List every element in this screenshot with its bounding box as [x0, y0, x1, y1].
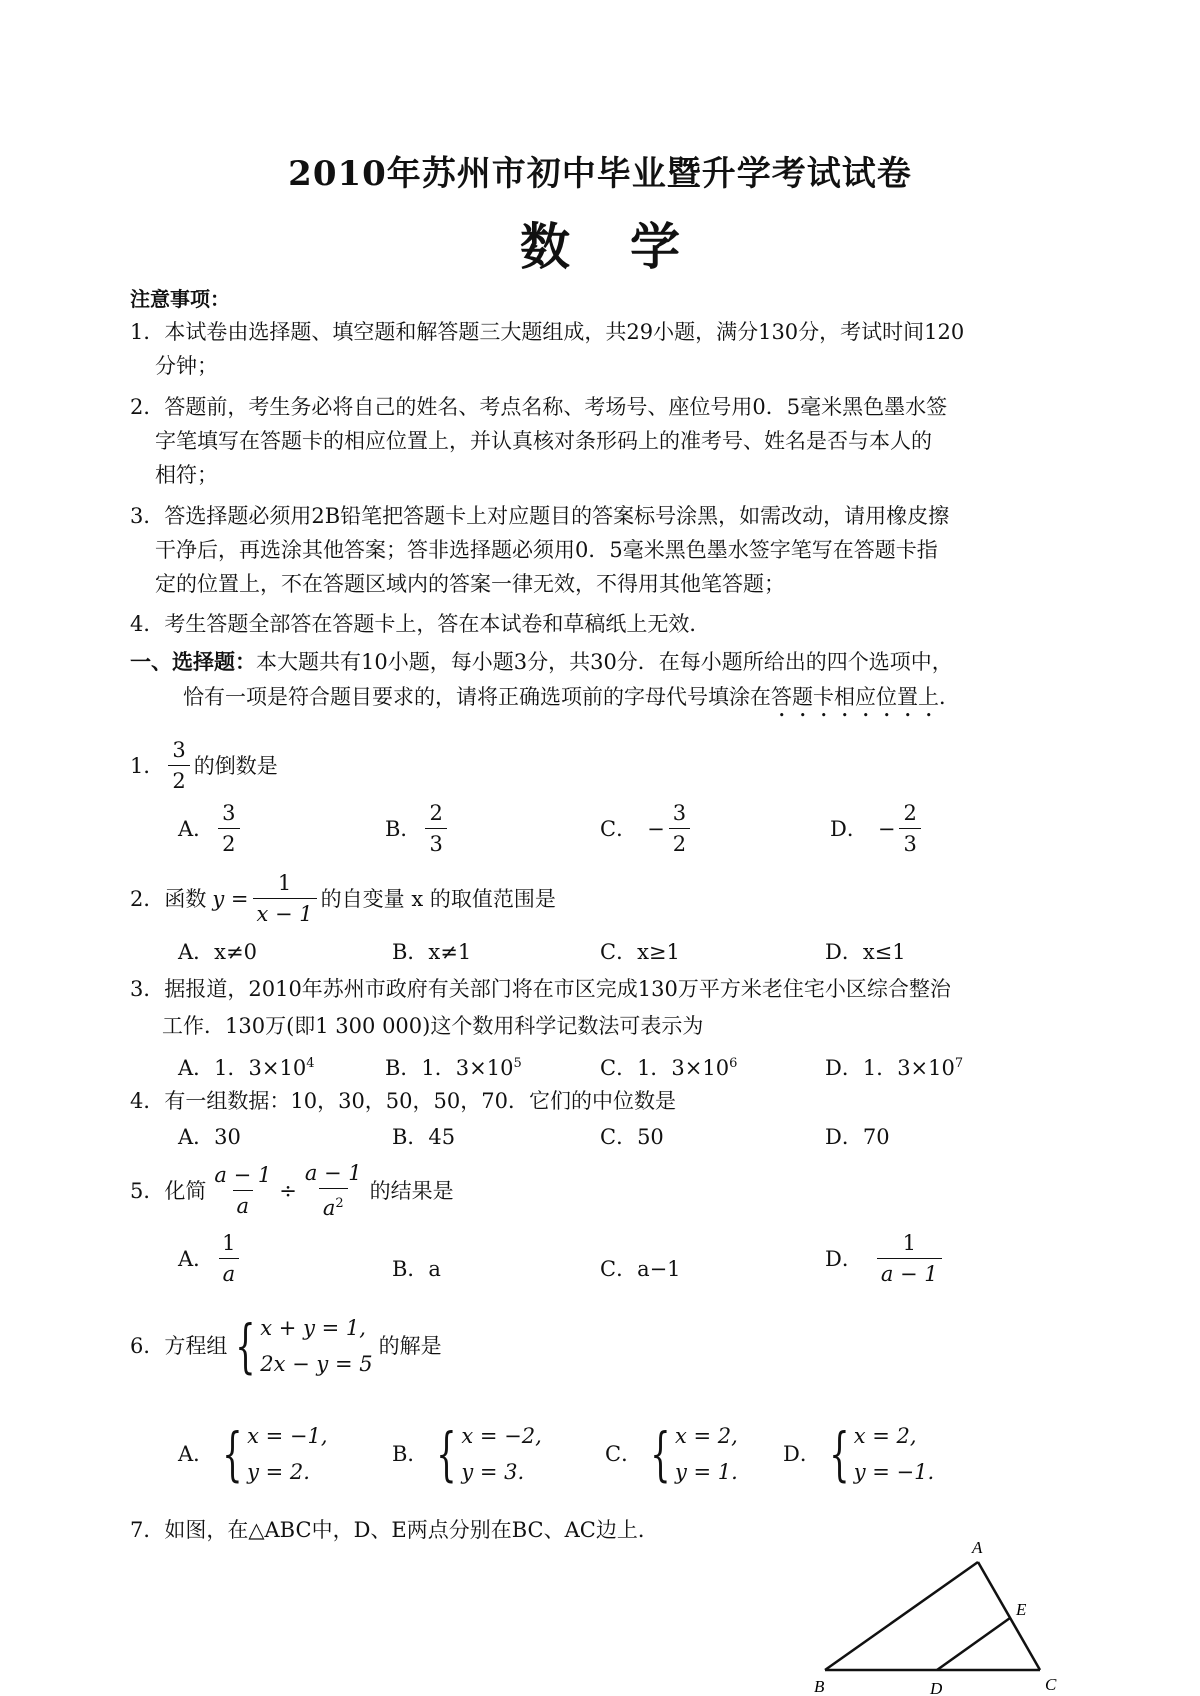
q1-d-fraction	[899, 798, 920, 859]
q1-c-fraction	[669, 798, 690, 859]
q6-b-y: y = 3.	[461, 1460, 525, 1484]
q5-d-den: a − 1	[877, 1258, 942, 1289]
notes-heading: 注意事项：	[130, 287, 230, 311]
q6-eq1: x + y = 1,	[260, 1316, 366, 1340]
exam-title: 2010年苏州市初中毕业暨升学考试试卷	[288, 154, 912, 194]
q6-option-a[interactable]	[178, 1418, 328, 1490]
q3-c-exp: 6	[729, 1056, 738, 1071]
q3-a-exp: 4	[306, 1056, 315, 1071]
section-1-end: ．	[939, 685, 960, 709]
q6-d-brace: {	[829, 1420, 850, 1488]
question-6	[130, 1310, 442, 1382]
q3-c-base: C．1．3×10	[600, 1056, 730, 1080]
q4-option-b[interactable]: B．45	[392, 1125, 456, 1149]
q1-option-c[interactable]	[600, 798, 694, 859]
q1-frac-den: 2	[168, 765, 189, 796]
label-a: A	[972, 1538, 983, 1557]
note-2-line3: 相符；	[155, 463, 218, 487]
q1-option-d[interactable]	[830, 798, 925, 859]
q3-line1: 3．据报道，2010年苏州市政府有关部门将在市区完成130万平方米老住宅小区综合整治	[130, 977, 951, 1001]
q1-d-den: 3	[899, 828, 920, 859]
q5-a-label: A．	[178, 1246, 215, 1271]
side-ac	[978, 1562, 1040, 1670]
q5-f1-num: a − 1	[214, 1163, 272, 1187]
q1-a-den: 2	[218, 828, 239, 859]
q2-text: 的自变量 x 的取值范围是	[320, 886, 556, 911]
q1-b-num: 2	[429, 801, 443, 825]
q6-option-b[interactable]	[392, 1418, 542, 1490]
q5-a-fraction	[218, 1228, 239, 1289]
q5-option-d[interactable]	[825, 1228, 946, 1289]
section-1-emphasis: 答题卡相应位置上	[771, 685, 939, 709]
q1-text: 的倒数是	[193, 753, 278, 778]
q6-b-lines	[461, 1418, 541, 1490]
q1-option-b[interactable]	[385, 798, 451, 859]
section-1-text2: 恰有一项是符合题目要求的，请将正确选项前的字母代号填涂在	[183, 685, 771, 709]
q3-option-d[interactable]	[825, 1050, 963, 1082]
q6-b-x: x = −2,	[461, 1424, 542, 1448]
note-3-line3: 定的位置上，不在答题区域内的答案一律无效，不得用其他笔答题；	[155, 572, 785, 596]
q6-d-x: x = 2,	[853, 1424, 917, 1448]
q2-fraction	[253, 868, 317, 929]
q2-option-a[interactable]: A．x≠0	[178, 940, 257, 964]
q6-c-system	[642, 1418, 738, 1490]
q2-frac-den: x − 1	[253, 898, 317, 929]
label-b: B	[814, 1677, 825, 1695]
segment-de	[937, 1618, 1010, 1670]
q6-option-c[interactable]	[605, 1418, 738, 1490]
q3-option-c[interactable]	[600, 1050, 737, 1082]
q5-f2-den-exp: 2	[335, 1196, 344, 1211]
section-1-line2	[183, 683, 960, 722]
q3-b-exp: 5	[513, 1056, 522, 1071]
q6-system	[227, 1310, 372, 1382]
q6-b-label: B．	[392, 1442, 429, 1466]
q5-a-den: a	[219, 1258, 240, 1289]
q6-text: 的解是	[378, 1334, 442, 1358]
q6-d-lines	[854, 1418, 934, 1490]
q6-brace: {	[235, 1312, 256, 1380]
side-ab	[825, 1562, 978, 1670]
q5-d-fraction	[877, 1228, 942, 1289]
q1-number: 1．	[130, 753, 165, 778]
section-1-text1: 本大题共有10小题，每小题3分，共30分．在每小题所给出的四个选项中，	[256, 650, 953, 674]
subject-title: 数学	[520, 217, 740, 276]
question-4: 4．有一组数据：10，30，50，50，70．它们的中位数是	[130, 1089, 676, 1113]
q1-frac-num: 3	[172, 738, 186, 762]
q3-a-base: A．1．3×10	[178, 1056, 307, 1080]
q5-fraction-2	[301, 1158, 366, 1223]
q1-b-fraction	[425, 798, 446, 859]
q6-c-y: y = 1.	[674, 1460, 738, 1484]
q1-a-num: 3	[222, 801, 236, 825]
q6-a-label: A．	[178, 1442, 215, 1466]
q1-d-num: 2	[903, 801, 917, 825]
q5-a-num: 1	[222, 1231, 236, 1255]
q2-option-b[interactable]: B．x≠1	[392, 940, 472, 964]
question-5	[130, 1158, 454, 1223]
q6-c-lines	[675, 1418, 738, 1490]
q1-fraction	[168, 735, 189, 796]
q2-number: 2．函数	[130, 886, 207, 911]
question-7: 7．如图，在△ABC中，D、E两点分别在BC、AC边上．	[130, 1518, 659, 1542]
q1-b-den: 3	[425, 828, 446, 859]
q6-d-system	[821, 1418, 934, 1490]
q5-text: 的结果是	[369, 1178, 454, 1203]
q1-option-a[interactable]	[178, 798, 244, 859]
q6-a-x: x = −1,	[247, 1424, 328, 1448]
q3-d-base: D．1．3×10	[825, 1056, 955, 1080]
q2-option-c[interactable]: C．x≥1	[600, 940, 680, 964]
q6-b-brace: {	[436, 1420, 458, 1488]
q6-c-x: x = 2,	[674, 1424, 738, 1448]
q6-option-d[interactable]	[783, 1418, 934, 1490]
question-1	[130, 735, 278, 796]
q2-option-d[interactable]: D．x≤1	[825, 940, 906, 964]
q5-number: 5．化简	[130, 1178, 207, 1203]
q1-a-label: A．	[178, 816, 215, 841]
q1-c-sign: −	[647, 816, 665, 841]
section-1-line1	[130, 648, 953, 676]
triangle-figure	[790, 1535, 1070, 1695]
q4-option-d[interactable]: D．70	[825, 1125, 890, 1149]
q5-f2-den-base: a	[322, 1196, 336, 1220]
q3-line2: 工作．130万(即1 300 000)这个数用科学记数法可表示为	[162, 1014, 704, 1038]
q5-d-label: D．	[825, 1246, 863, 1271]
q5-option-c[interactable]: C．a−1	[600, 1257, 681, 1281]
section-1-prefix: 一、选择题：	[130, 649, 256, 674]
q6-a-lines	[247, 1418, 327, 1490]
q3-option-b[interactable]	[385, 1050, 522, 1082]
q3-b-base: B．1．3×10	[385, 1056, 514, 1080]
label-d: D	[930, 1679, 943, 1695]
q6-c-label: C．	[605, 1442, 643, 1466]
q6-b-system	[428, 1418, 541, 1490]
q6-a-brace: {	[222, 1420, 243, 1488]
q2-y: y =	[212, 886, 249, 911]
q1-c-label: C．	[600, 816, 638, 841]
q1-d-sign: −	[877, 816, 896, 841]
q6-c-brace: {	[650, 1420, 671, 1488]
note-2-line2: 字笔填写在答题卡的相应位置上，并认真核对条形码上的准考号、姓名是否与本人的	[155, 429, 932, 453]
note-4-line1: 4．考生答题全部答在答题卡上，答在本试卷和草稿纸上无效．	[130, 612, 711, 636]
q6-a-system	[214, 1418, 327, 1490]
q3-d-exp: 7	[954, 1056, 964, 1071]
note-2-line1: 2．答题前，考生务必将自己的姓名、考点名称、考场号、座位号用0．5毫米黑色墨水签	[130, 395, 948, 419]
q3-option-a[interactable]	[178, 1050, 315, 1082]
q2-frac-num: 1	[277, 871, 292, 895]
q5-fraction-1	[210, 1160, 275, 1221]
q1-c-num: 3	[672, 801, 687, 825]
q5-d-num: 1	[902, 1231, 916, 1255]
q1-c-den: 2	[669, 828, 690, 859]
q1-d-label: D．	[830, 816, 868, 841]
q5-divide: ÷	[279, 1178, 297, 1203]
note-1-line2: 分钟；	[155, 354, 218, 378]
q6-number: 6．方程组	[130, 1334, 228, 1358]
q5-option-b[interactable]: B．a	[392, 1257, 441, 1281]
q5-f2-num: a − 1	[304, 1161, 362, 1185]
q4-option-c[interactable]: C．50	[600, 1125, 664, 1149]
q6-eq2: 2x − y = 5	[260, 1352, 373, 1376]
q6-d-y: y = −1.	[853, 1460, 935, 1484]
q6-system-lines	[260, 1310, 372, 1382]
q1-a-fraction	[218, 798, 239, 859]
q5-f1-den: a	[233, 1190, 254, 1221]
label-e: E	[1016, 1600, 1027, 1619]
note-3-line2: 干净后，再选涂其他答案；答非选择题必须用0．5毫米黑色墨水签字笔写在答题卡指	[155, 538, 938, 562]
note-3-line1: 3．答选择题必须用2B铅笔把答题卡上对应题目的答案标号涂黑，如需改动，请用橡皮擦	[130, 504, 950, 528]
label-c: C	[1045, 1675, 1057, 1694]
q5-f2-den	[319, 1188, 348, 1223]
question-2	[130, 868, 556, 929]
note-1-line1: 1．本试卷由选择题、填空题和解答题三大题组成，共29小题，满分130分，考试时间120	[130, 320, 965, 344]
q6-d-label: D．	[783, 1442, 821, 1466]
q6-a-y: y = 2.	[247, 1460, 310, 1484]
q4-option-a[interactable]: A．30	[178, 1125, 241, 1149]
q1-b-label: B．	[385, 816, 422, 841]
q5-option-a[interactable]	[178, 1228, 244, 1289]
